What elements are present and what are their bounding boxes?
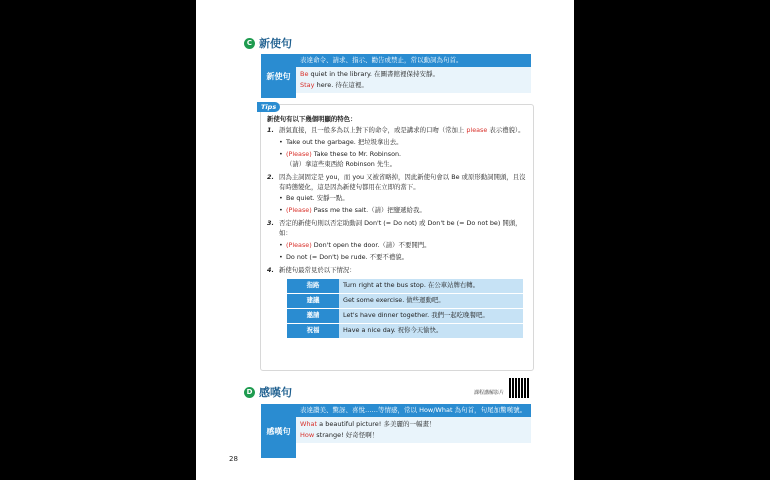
tips-box [260, 104, 534, 371]
page-number: 28 [229, 455, 238, 463]
tip-3-bullet-2: • Do not (= Don't) be rude. 不要不禮貌。 [279, 253, 408, 262]
imperative-examples [296, 67, 531, 93]
section-c-header [244, 35, 292, 51]
exclamatory-description: 表達讚美、驚訝、喜悅……等情感，常以 How/What 為句首，句尾加驚嘆號。 [296, 404, 531, 417]
tip-1-bullet-2: • (Please) Take these to Mr. Robinson. （請）拿這些東西給 Robinson 先生。 [279, 149, 402, 168]
qr-code-icon[interactable] [509, 378, 529, 398]
tip-point-2: 2. 因為主詞固定是 you，而 you 又被省略掉，因此新使句會以 Be 或原形動詞開頭，且沒有時態變化，這是因為新使句都用在立即的當下。 [267, 172, 526, 191]
imperative-rule-box [261, 54, 531, 98]
tip-point-4: 4. 新使句最常見於以下情況： [267, 265, 356, 274]
table-row: 建議 Get some exercise. 做些運動吧。 [287, 293, 523, 308]
textbook-page [196, 0, 574, 480]
usage-table [287, 279, 523, 339]
imperative-example-2: Stay here. 待在這裡。 [300, 80, 368, 89]
tip-point-3: 3. 否定的新使句則以否定助動詞 Don't (= Do not) 或 Don't be (= Do not be) 開頭，如： [267, 219, 522, 238]
tips-tag: Tips [257, 102, 280, 112]
exclamatory-example-2: How strange! 好奇怪啊！ [300, 430, 379, 439]
video-link-label[interactable]: 課程講解影片 [474, 390, 505, 396]
section-d-title: 感嘆句 [259, 386, 292, 399]
table-row: 邀請 Let's have dinner together. 我們一起吃晚餐吧。 [287, 308, 523, 323]
imperative-example-1: Be quiet in the library. 在圖書館裡保持安靜。 [300, 69, 440, 78]
table-row: 祝福 Have a nice day. 祝你今天愉快。 [287, 323, 523, 338]
exclamatory-rule-box [261, 404, 531, 458]
exclamatory-label: 感嘆句 [261, 404, 296, 458]
tip-2-bullet-2: • (Please) Pass me the salt.（請）把鹽遞給我。 [279, 206, 426, 215]
table-row: 指路 Turn right at the bus stop. 在公車站牌右轉。 [287, 279, 523, 293]
tip-2-bullet-1: • Be quiet. 安靜一點。 [279, 194, 349, 203]
section-c-badge: C [244, 38, 255, 49]
tip-1-bullet-1: • Take out the garbage. 把垃圾拿出去。 [279, 137, 403, 146]
tips-intro: 新使句有以下幾個明顯的特色： [267, 115, 357, 123]
tip-point-1: 1. 語氣直接，且一般多為以上對下的命令，或是講求的口吻（常加上 please 表示禮貌）。 [267, 125, 525, 134]
imperative-description: 表達命令、請求、指示、勸告或禁止，常以動詞為句首。 [296, 54, 531, 67]
imperative-label: 新使句 [261, 54, 296, 98]
tip-3-bullet-1: • (Please) Don't open the door.（請）不要開門。 [279, 241, 431, 250]
exclamatory-example-1: What a beautiful picture! 多美麗的一幅畫！ [300, 419, 436, 428]
exclamatory-examples [296, 417, 531, 443]
section-d-badge: D [244, 387, 255, 398]
section-d-header [244, 384, 292, 400]
section-c-title: 新使句 [259, 37, 292, 50]
